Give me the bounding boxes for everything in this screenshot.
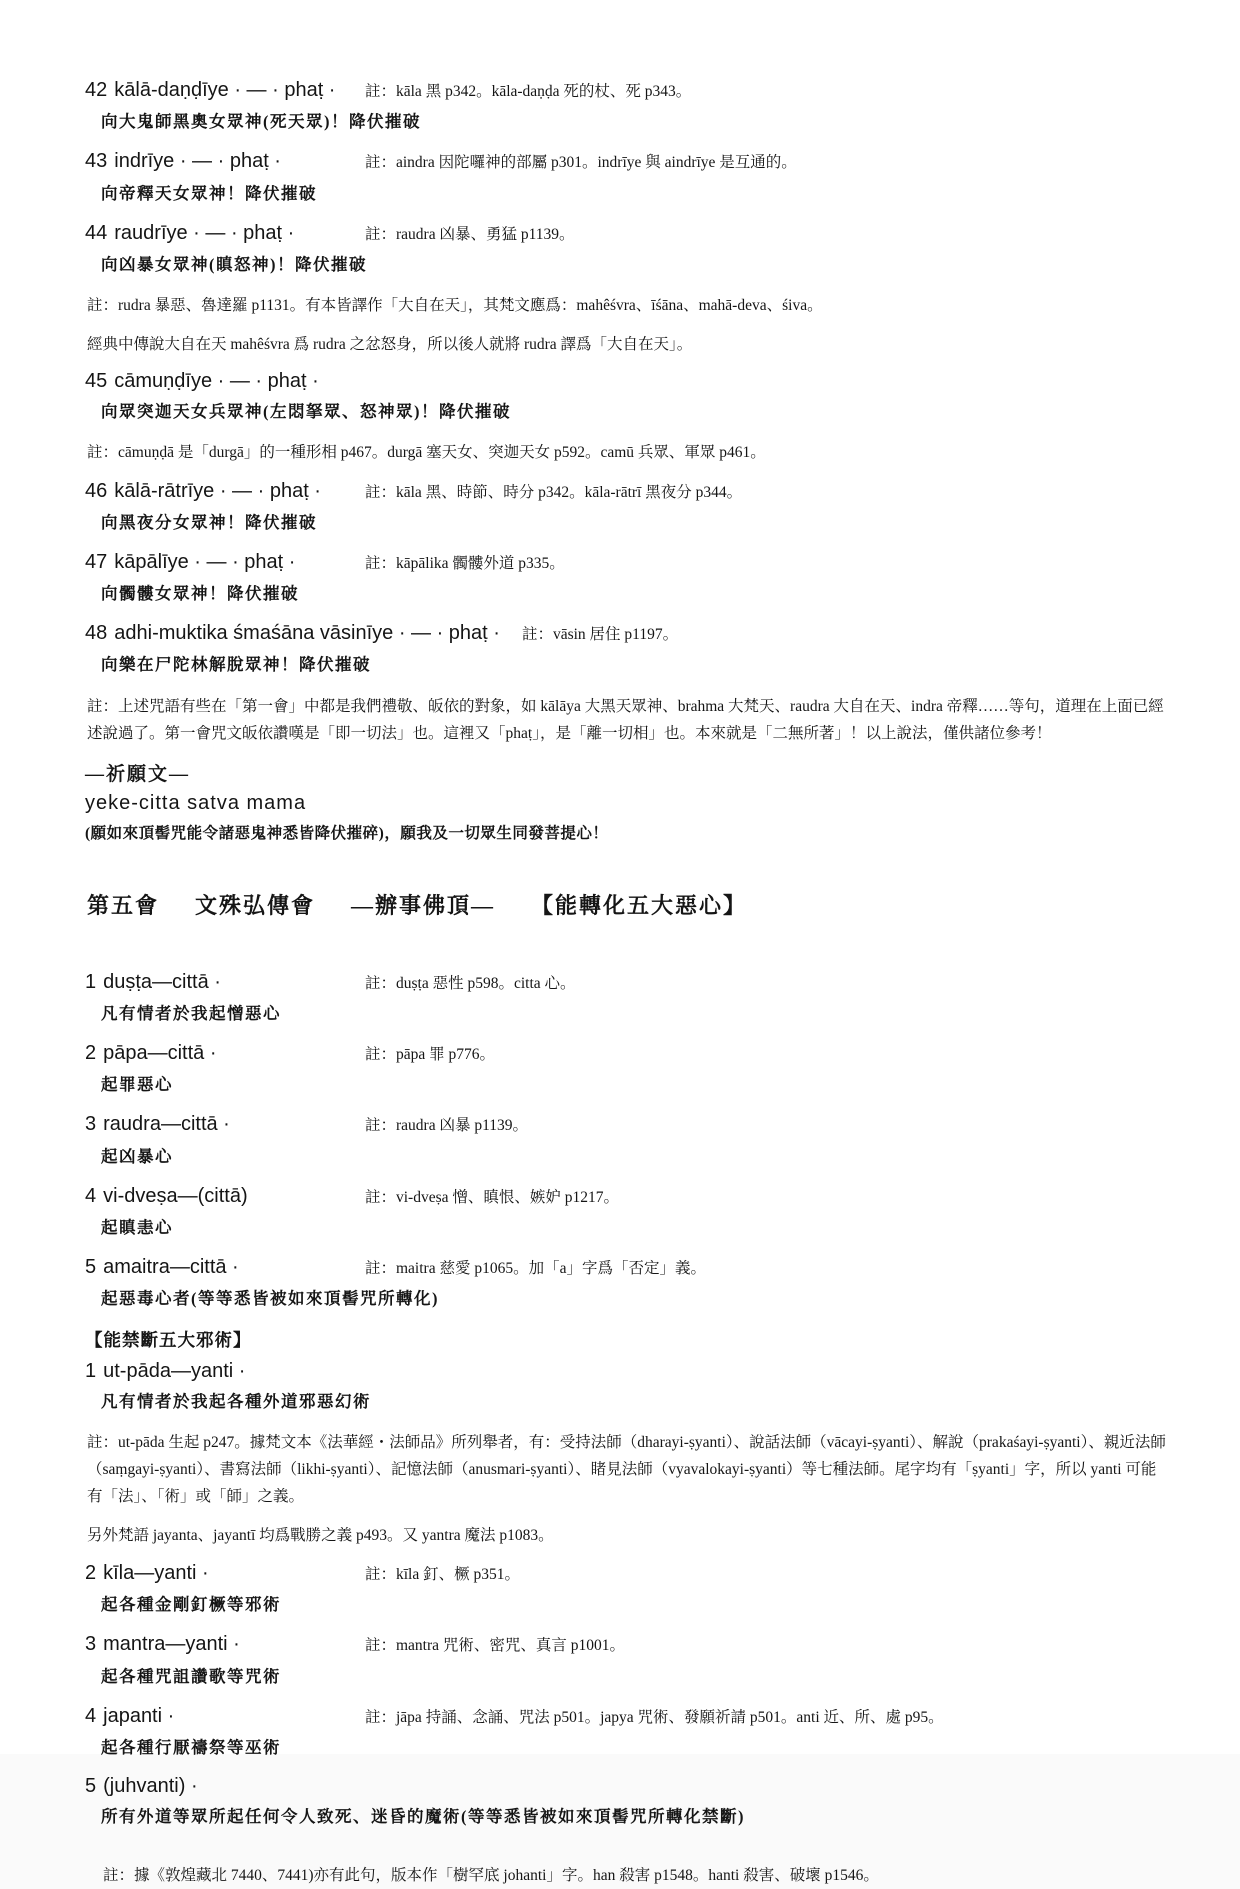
entry-head xyxy=(85,1704,1170,1729)
entry-gloss: 起瞋恚心 xyxy=(101,1218,173,1238)
entry-extra-note: 註：上述咒語有些在「第一會」中都是我們禮敬、皈依的對象，如 kālāya 大黑天眾神、brahma 大梵天、raudra 大自在天、indra 帝釋……等句，道理在上面已經述說過了。第一會咒文皈依讚嘆是「即一切法」也。這裡又「phaṭ」，是「離一切相」也。本來就是「二無所著」！以上說法，僅供諸位參考！ xyxy=(87,697,1164,742)
entry-gloss: 所有外道等眾所起任何令人致死、迷昏的魔術(等等悉皆被如來頂髻咒所轉化禁斷) xyxy=(101,1807,745,1827)
mantra-entry xyxy=(85,479,1170,534)
entry-number: 1 xyxy=(85,970,97,993)
entry-sanskrit: japanti · xyxy=(103,1704,175,1727)
mantra-entry xyxy=(85,221,1170,359)
mantra-entry xyxy=(85,1184,1170,1239)
entry-note: 註：raudra 凶暴 p1139。 xyxy=(365,1117,529,1135)
entry-gloss: 向凶暴女眾神(瞋怒神)！降伏摧破 xyxy=(101,254,367,274)
mantra-entry xyxy=(85,1041,1170,1096)
entry-sanskrit: kālā-daṇḍīye · — · phaṭ · xyxy=(114,79,336,101)
entry-head xyxy=(85,550,1170,575)
entry-gloss: 起惡毒心者(等等悉皆被如來頂髻咒所轉化) xyxy=(101,1289,439,1309)
entry-extra-note: 註：rudra 暴惡、魯達羅 p1131。有本皆譯作「大自在天」，其梵文應爲：mahêśvra、īśāna、mahā-deva、śiva。 xyxy=(87,297,823,315)
entry-extra-note: 經典中傳說大自在天 mahêśvra 爲 rudra 之忿怒身，所以後人就將 rudra 譯爲「大自在天」。 xyxy=(87,336,693,354)
entry-head xyxy=(85,970,1170,995)
entry-gloss: 向眾突迦天女兵眾神(左悶拏眾、怒神眾)！降伏摧破 xyxy=(101,402,511,422)
entry-note: 註：kīla 釘、橛 p351。 xyxy=(365,1566,520,1584)
section-subheading: 【能禁斷五大邪術】 xyxy=(85,1329,252,1350)
heading-part: 文殊弘傳會 xyxy=(195,892,316,918)
entry-number: 45 xyxy=(85,370,108,393)
mantra-entry xyxy=(85,149,1170,204)
entry-number: 43 xyxy=(85,150,108,173)
entry-number: 46 xyxy=(85,479,108,502)
entry-sanskrit: mantra—yanti · xyxy=(103,1633,240,1656)
entry-number: 2 xyxy=(85,1562,97,1585)
prayer-block xyxy=(85,759,1170,843)
entry-number: 5 xyxy=(85,1256,97,1279)
mantra-entry xyxy=(85,370,1170,466)
mantra-entry xyxy=(85,621,1170,747)
entry-sanskrit: kālā-rātrīye · — · phaṭ · xyxy=(114,479,321,502)
entry-head xyxy=(85,78,1170,103)
mantra-entry xyxy=(85,1112,1170,1167)
entry-gloss: 向黑夜分女眾神！降伏摧破 xyxy=(101,512,317,532)
entry-gloss: 起罪惡心 xyxy=(101,1075,173,1095)
entry-note: 註：duṣṭa 惡性 p598。citta 心。 xyxy=(365,974,576,992)
entry-sanskrit: raudra—cittā · xyxy=(103,1113,230,1136)
entry-sanskrit: amaitra—cittā · xyxy=(103,1256,239,1279)
entry-gloss: 向大鬼師黑奧女眾神(死天眾)！降伏摧破 xyxy=(101,112,421,132)
entry-gloss: 向帝釋天女眾神！降伏摧破 xyxy=(101,183,317,203)
entry-sanskrit: pāpa—cittā · xyxy=(103,1042,217,1065)
mantra-entry xyxy=(85,1561,1170,1616)
entry-gloss: 凡有情者於我起各種外道邪惡幻術 xyxy=(101,1391,371,1411)
entry-head xyxy=(85,221,1170,246)
entry-head xyxy=(85,479,1170,504)
entry-note: 註：kāla 黑、時節、時分 p342。kāla-rātrī 黑夜分 p344。 xyxy=(365,483,743,501)
entry-note: 註：vāsin 居住 p1197。 xyxy=(521,626,679,644)
entry-sanskrit: kāpālīye · — · phaṭ · xyxy=(114,550,296,573)
entry-sanskrit: cāmuṇḍīye · — · phaṭ · xyxy=(114,370,319,393)
entry-sanskrit: ut-pāda—yanti · xyxy=(103,1359,246,1382)
entry-gloss: 向髑髏女眾神！降伏摧破 xyxy=(101,584,299,604)
entry-head xyxy=(85,370,1170,393)
entry-note: 註：maitra 慈愛 p1065。加「a」字爲「否定」義。 xyxy=(365,1260,706,1278)
section-heading xyxy=(87,889,1170,920)
mantra-entry xyxy=(85,1775,1170,1828)
entry-head xyxy=(85,1041,1170,1066)
heading-part: 【能轉化五大惡心】 xyxy=(531,892,748,918)
entry-number: 44 xyxy=(85,221,108,244)
prayer-sanskrit: yeke-citta satva mama xyxy=(85,791,307,814)
prayer-gloss: (願如來頂髻咒能令諸惡鬼神悉皆降伏摧碎)，願我及一切眾生同發菩提心！ xyxy=(85,824,609,842)
entry-number: 3 xyxy=(85,1113,97,1136)
heading-part: —辦事佛頂— xyxy=(351,892,496,918)
heading-part: 第五會 xyxy=(87,892,160,918)
prayer-heading: —祈願文— xyxy=(85,763,191,785)
entry-number: 5 xyxy=(85,1775,97,1798)
entry-gloss: 起各種咒詛讚歌等咒術 xyxy=(101,1666,281,1686)
entry-note: 註：aindra 因陀囉神的部屬 p301。indrīye 與 aindrīye 是互通的。 xyxy=(365,154,797,172)
entry-gloss: 起各種金剛釘橛等邪術 xyxy=(101,1595,281,1615)
entry-head xyxy=(85,1775,1170,1798)
entry-note: 註：kāla 黑 p342。kāla-daṇḍa 死的杖、死 p343。 xyxy=(365,83,692,100)
entry-extra-note: 註：ut-pāda 生起 p247。據梵文本《法華經・法師品》所列舉者，有：受持法師（dharayi-ṣyanti）、說話法師（vācayi-ṣyanti）、解說（prakaśayi-ṣyanti）、親近法師（saṃgayi-ṣyanti）、書寫法師（likhi-ṣyanti）、記憶法師（anusmari-ṣyanti）、睹見法師（vyavalokayi-ṣyanti）等七種法師。尾字均有「ṣyanti」字，所以 yanti 可能有「法」、「術」或「師」之義。 xyxy=(87,1433,1166,1505)
mantra-entry xyxy=(85,1704,1170,1759)
entry-head xyxy=(85,149,1170,174)
entry-gloss: 起各種行厭禱祭等巫術 xyxy=(101,1738,281,1758)
entry-number: 3 xyxy=(85,1633,97,1656)
entry-note: 註：vi-dveṣa 憎、瞋恨、嫉妒 p1217。 xyxy=(365,1188,620,1206)
entry-number: 47 xyxy=(85,550,108,573)
entry-head xyxy=(85,1360,1170,1383)
entry-sanskrit: (juhvanti) · xyxy=(103,1775,198,1798)
entry-gloss: 凡有情者於我起憎惡心 xyxy=(101,1004,281,1024)
entry-sanskrit: indrīye · — · phaṭ · xyxy=(114,150,281,173)
entry-number: 42 xyxy=(85,79,108,101)
entry-number: 4 xyxy=(85,1704,97,1727)
entry-head xyxy=(85,1632,1170,1657)
entry-number: 4 xyxy=(85,1184,97,1207)
entry-extra-note: 註：cāmuṇḍā 是「durgā」的一種形相 p467。durgā 塞天女、突迦天女 p592。camū 兵眾、軍眾 p461。 xyxy=(87,444,766,462)
entry-sanskrit: vi-dveṣa—(cittā) xyxy=(103,1184,248,1207)
entry-gloss: 起凶暴心 xyxy=(101,1146,173,1166)
entry-note: 註：kāpālika 髑髏外道 p335。 xyxy=(365,554,565,572)
mantra-entry xyxy=(85,970,1170,1025)
entry-sanskrit: kīla—yanti · xyxy=(103,1562,209,1585)
entry-head xyxy=(85,1255,1170,1280)
entry-head xyxy=(85,1112,1170,1137)
entry-note: 註：pāpa 罪 p776。 xyxy=(365,1046,496,1064)
entry-note: 註：raudra 凶暴、勇猛 p1139。 xyxy=(365,225,575,243)
footnote: 註：據《敦煌藏北 7440、7441)亦有此句，版本作「樹罕底 johanti」字。han 殺害 p1548。hanti 殺害、破壞 p1546。 xyxy=(103,1867,879,1885)
entry-number: 48 xyxy=(85,622,108,645)
entry-gloss: 向樂在尸陀林解脫眾神！降伏摧破 xyxy=(101,655,371,675)
entry-head xyxy=(85,621,1170,646)
entry-number: 1 xyxy=(85,1359,97,1382)
mantra-entry xyxy=(85,1255,1170,1310)
mantra-entry xyxy=(85,1360,1170,1550)
entry-sanskrit: raudrīye · — · phaṭ · xyxy=(114,221,295,244)
entry-head xyxy=(85,1184,1170,1209)
entry-note: 註：jāpa 持誦、念誦、咒法 p501。japya 咒術、發願祈請 p501。anti 近、所、處 p95。 xyxy=(365,1708,944,1726)
entry-sanskrit: duṣṭa—cittā · xyxy=(103,970,221,993)
entry-extra-note: 另外梵語 jayanta、jayantī 均爲戰勝之義 p493。又 yantra 魔法 p1083。 xyxy=(87,1526,554,1544)
entry-note: 註：mantra 咒術、密咒、真言 p1001。 xyxy=(365,1637,626,1655)
mantra-entry xyxy=(85,78,1170,133)
mantra-entry xyxy=(85,550,1170,605)
mantra-entry xyxy=(85,1632,1170,1687)
entry-head xyxy=(85,1561,1170,1586)
entry-number: 2 xyxy=(85,1042,97,1065)
entry-sanskrit: adhi-muktika śmaśāna vāsinīye · — · phaṭ · xyxy=(114,622,500,645)
